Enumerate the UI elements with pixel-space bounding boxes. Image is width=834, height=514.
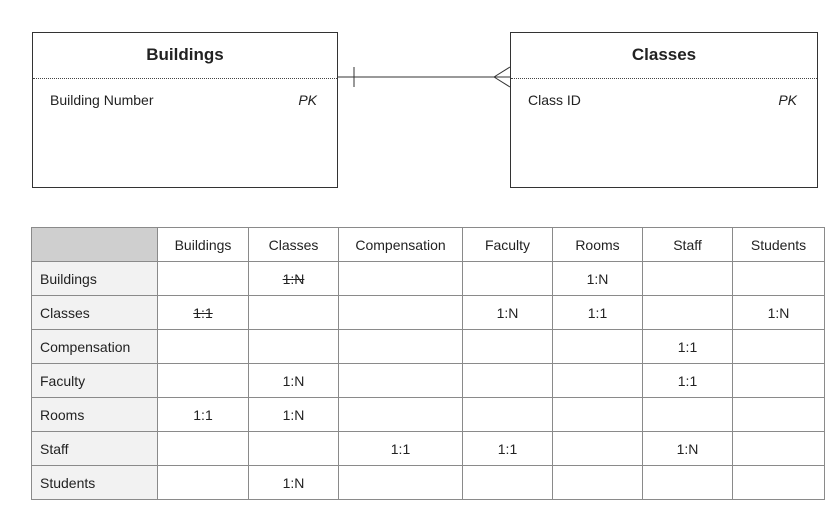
matrix-cell <box>158 466 249 500</box>
matrix-cell <box>553 330 643 364</box>
table-row <box>32 398 825 432</box>
matrix-cell <box>158 262 249 296</box>
matrix-cell <box>339 296 463 330</box>
matrix-cell <box>249 330 339 364</box>
matrix-cell: 1:1 <box>339 432 463 466</box>
column-header: Faculty <box>463 228 553 262</box>
matrix-cell <box>339 466 463 500</box>
matrix-cell <box>339 330 463 364</box>
matrix-cell <box>463 398 553 432</box>
matrix-header-row <box>32 228 825 262</box>
row-header: Rooms <box>32 398 158 432</box>
matrix-cell <box>643 262 733 296</box>
attribute-name: Building Number <box>50 92 154 108</box>
matrix-cell <box>553 364 643 398</box>
matrix-cell <box>733 330 825 364</box>
matrix-cell <box>158 432 249 466</box>
column-header: Students <box>733 228 825 262</box>
matrix-cell: 1:N <box>553 262 643 296</box>
matrix-cell <box>158 364 249 398</box>
matrix-cell: 1:N <box>733 296 825 330</box>
row-header: Students <box>32 466 158 500</box>
matrix-cell: 1:1 <box>463 432 553 466</box>
matrix-cell: 1:N <box>249 466 339 500</box>
attribute-key: PK <box>778 92 797 108</box>
matrix-cell <box>463 330 553 364</box>
entity-title: Buildings <box>146 45 224 64</box>
matrix-cell <box>643 466 733 500</box>
column-header: Staff <box>643 228 733 262</box>
column-header: Rooms <box>553 228 643 262</box>
matrix-cell <box>249 432 339 466</box>
matrix-cell <box>733 432 825 466</box>
matrix-cell <box>733 262 825 296</box>
matrix-cell: 1:N <box>643 432 733 466</box>
matrix-corner-cell <box>32 228 158 262</box>
relationship-matrix <box>31 227 825 500</box>
matrix-cell <box>339 398 463 432</box>
matrix-cell: 1:1 <box>158 296 249 330</box>
crow-foot-lower <box>494 77 510 87</box>
crow-foot-upper <box>494 67 510 77</box>
attribute-name: Class ID <box>528 92 581 108</box>
matrix-cell <box>463 262 553 296</box>
matrix-cell <box>339 262 463 296</box>
entity-title: Classes <box>631 45 697 64</box>
row-header: Classes <box>32 296 158 330</box>
matrix-cell: 1:N <box>249 398 339 432</box>
entity-buildings <box>32 32 338 188</box>
table-row <box>32 330 825 364</box>
matrix-cell: 1:1 <box>158 398 249 432</box>
matrix-cell <box>643 398 733 432</box>
row-header: Staff <box>32 432 158 466</box>
table-row <box>32 296 825 330</box>
entity-classes <box>510 32 818 188</box>
entity-divider <box>511 78 817 79</box>
matrix-cell <box>553 466 643 500</box>
matrix-cell: 1:1 <box>643 364 733 398</box>
matrix-cell: 1:1 <box>553 296 643 330</box>
table-row <box>32 432 825 466</box>
row-header: Buildings <box>32 262 158 296</box>
matrix-cell <box>339 364 463 398</box>
attribute-key: PK <box>298 92 317 108</box>
column-header: Classes <box>249 228 339 262</box>
table-row <box>32 262 825 296</box>
column-header: Buildings <box>158 228 249 262</box>
entity-divider <box>33 78 337 79</box>
matrix-cell <box>463 466 553 500</box>
matrix-cell <box>553 398 643 432</box>
row-header: Compensation <box>32 330 158 364</box>
table-row <box>32 364 825 398</box>
matrix-cell: 1:1 <box>643 330 733 364</box>
row-header: Faculty <box>32 364 158 398</box>
column-header: Compensation <box>339 228 463 262</box>
matrix-body <box>32 262 825 500</box>
matrix-cell <box>249 296 339 330</box>
matrix-cell: 1:N <box>249 262 339 296</box>
matrix-cell <box>733 466 825 500</box>
matrix-cell <box>463 364 553 398</box>
matrix-cell: 1:N <box>463 296 553 330</box>
table-row <box>32 466 825 500</box>
matrix-cell: 1:N <box>249 364 339 398</box>
matrix-cell <box>643 296 733 330</box>
matrix-cell <box>553 432 643 466</box>
matrix-cell <box>158 330 249 364</box>
matrix-cell <box>733 364 825 398</box>
matrix-cell <box>733 398 825 432</box>
